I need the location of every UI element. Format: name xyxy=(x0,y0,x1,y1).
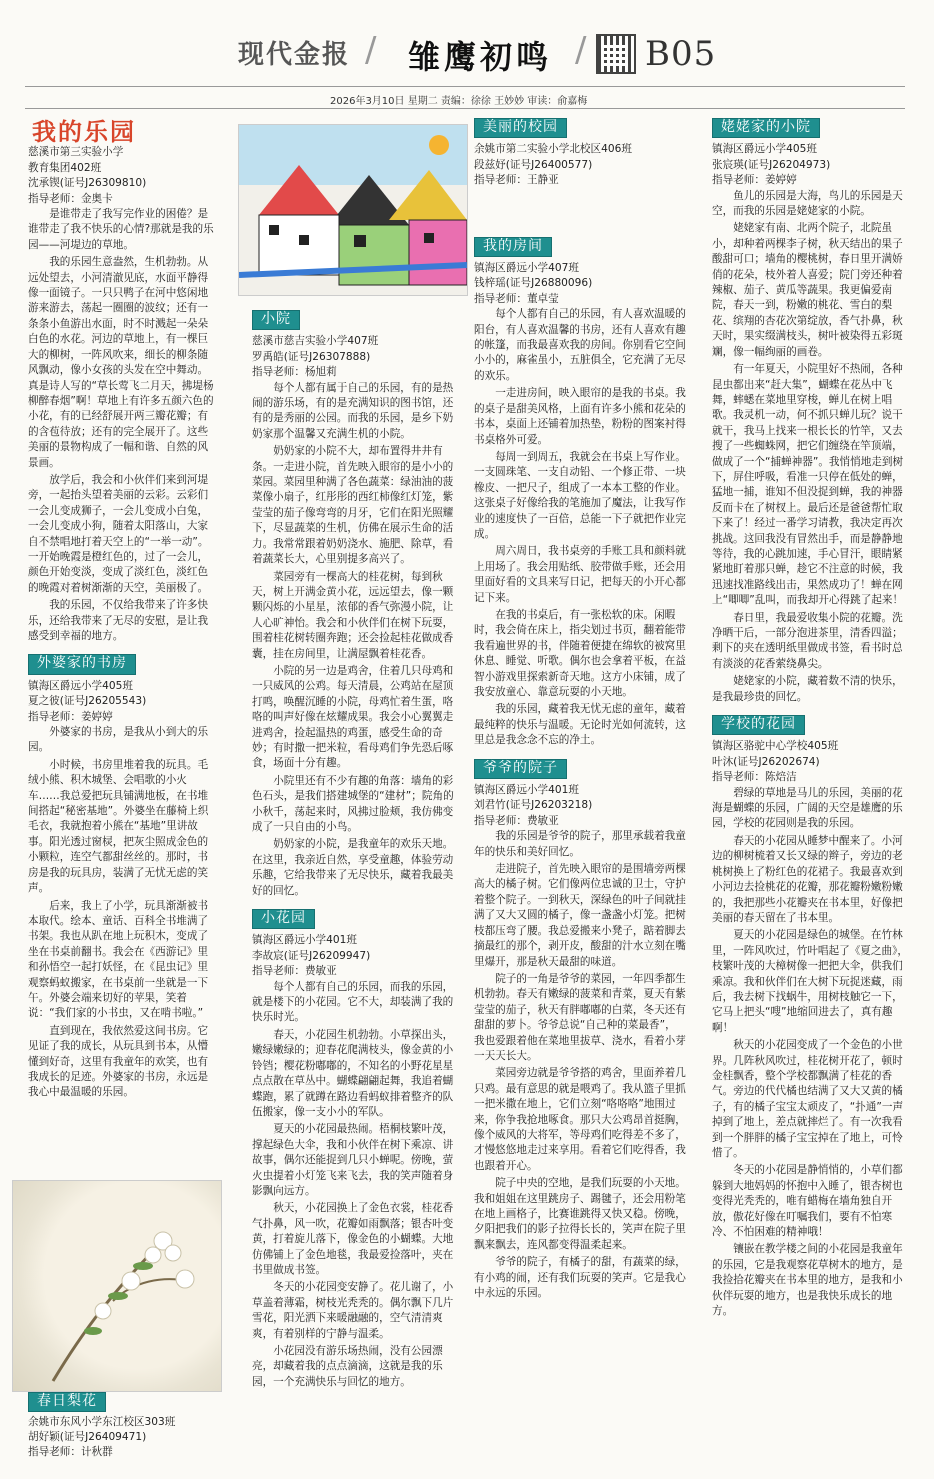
column-1 xyxy=(28,118,218,1103)
article-paragraph: 周六周日，我书桌旁的手账工具和颜料就上用场了。我会用贴纸、胶带做手账，还会用里面好看的文具来写日记，把每天的小开心都记下来。 xyxy=(474,545,686,604)
byline-teacher: 指导老师：金奥卡 xyxy=(28,192,113,205)
spacer xyxy=(474,189,686,229)
byline-author: 李故宸(证号J26209947) xyxy=(252,949,371,962)
article-paragraph: 小院里还有不少有趣的角落：墙角的彩色石头，是我们搭建城堡的“建材”；院角的小秋千，荡起来时，风拂过脸颊，我仿佛变成了一只自由的小鸟。 xyxy=(252,774,454,833)
divider-slash: / xyxy=(365,30,377,70)
article-paragraph: 是谁带走了我写完作业的困倦？是谁带走了我不快乐的心情?那就是我的乐园——河堤边的草地。 xyxy=(28,208,214,251)
header-rule xyxy=(25,86,905,87)
article-paragraph: 我的乐园，不仅给我带来了许多快乐，还给我带来了无尽的安慰，是让我感受到幸福的地方。 xyxy=(28,599,209,642)
byline-author: 夏之彼(证号J26205543) xyxy=(28,695,147,708)
section-title: 雏鹰初鸣 xyxy=(408,38,553,76)
byline-author: 钱梓瑶(证号J26880096) xyxy=(474,277,593,290)
byline-teacher: 指导老师：董卓莹 xyxy=(474,292,559,305)
byline-school: 镇海区爵远小学401班 xyxy=(252,934,357,947)
article-title: 我的房间 xyxy=(474,237,552,257)
byline-teacher: 指导老师：王静亚 xyxy=(474,174,559,187)
article-paragraph: 奶奶家的小院不大，却布置得井井有条。一走进小院，首先映入眼帘的是小小的菜园。菜园里种满了各色蔬菜：绿油油的菠菜像小扇子，红彤彤的西红柿像红灯笼，紫莹莹的茄子像弯弯的月牙，它们在阳光照耀下，尽显蔬菜的生机，仿佛在展示生命的活力。我常常跟着奶奶浇水、施肥、除草，看着蔬菜长大，心里别提多高兴了。 xyxy=(252,445,454,566)
article-title: 美丽的校园 xyxy=(474,118,567,138)
article-paragraph: 夏天的小花园最热闹。梧桐枝繁叶茂，撑起绿色大伞，我和小伙伴在树下乘凉、讲故事，偶尔还能捉到几只小蝉呢。傍晚，萤火虫提着小灯笼飞来飞去，我的笑声随着身影飘向远方。 xyxy=(252,1123,454,1197)
article-paragraph: 姥姥家有南、北两个院子，北院虽小，却种着两棵李子树，秋天结出的果子酸甜可口；墙角的樱桃树，春日里开满娇俏的花朵，枝外着人喜爱；院门旁还种着辣椒、茄子、黄瓜等蔬果。我更偏爱南院，春天一到，粉嫩的桃花、雪白的梨花、缤翔的杏花次第绽放，香气扑鼻，秋天时，果实缀满枝头，树叶被染得五彩斑斓，像一幅绚丽的画卷。 xyxy=(712,222,903,358)
article-title: 小院 xyxy=(252,310,300,330)
byline-author: 段兹妤(证号J26400577) xyxy=(474,158,593,171)
article-paragraph: 我的乐园生意盎然，生机勃勃。从远处望去，小河清澈见底，水面平静得像一面镜子。一只只鸭子在河中悠闲地游来游去，荡起一圈圈的波纹；还有一条条小鱼游出水面，时不时溅起一朵朵白色的水花。河边的草地上，有一棵巨大的柳树，一阵风吹来，细长的柳条随风飘动，像小女孩的头发在空中舞动。真是诗人写的“草长莺飞二月天，拂堤杨柳醉春烟”啊！草地上有许多五颜六色的小花，有的已经舒展开两三瓣花瓣；有的含苞待放；还有的完全展开了。这些美丽的景物构成了一幅和谐、自然的风景画。 xyxy=(28,256,214,469)
article-paragraph: 冬天的小花园是静悄悄的，小草们都躲到大地妈妈的怀抱中入睡了，银杏树也变得光秃秃的，唯有蜡梅在墙角独自开放，傲花好像在叮嘱我们，要有不怕寒冷、不怕困难的精神哦！ xyxy=(712,1164,903,1239)
article-paragraph: 鱼儿的乐园是大海，鸟儿的乐园是天空，而我的乐园是姥姥家的小院。 xyxy=(712,189,903,218)
byline-school: 慈溪市慈吉实验小学407班 xyxy=(252,335,379,348)
article-title: 小花园 xyxy=(252,909,315,929)
artwork-teacher: 指导老师：计秋群 xyxy=(28,1446,113,1458)
byline-teacher: 指导老师：费敏亚 xyxy=(252,965,337,978)
article-paragraph: 春天的小花园从睡梦中醒来了。小河边的柳树梳着又长又绿的辫子，旁边的老桃树换上了粉红色的花裙子。我最喜欢到小河边去捡桃花的花瓣，那花瓣粉嫩粉嫩的，我把那些小花瓣夹在书本里，好像把美丽的春天留在了书本里。 xyxy=(712,834,903,924)
article-paragraph: 夏天的小花园是绿色的城堡。在竹林里，一阵风吹过，竹叶唱起了《夏之曲》，枝繁叶茂的大樟树像一把把大伞，供我们乘凉。我和伙伴们在大树下玩捉迷藏，雨后，我去树下找蜗牛，用树枝触它一下，它马上把头“嗖”地缩回进去了，真有趣啊！ xyxy=(712,929,908,1034)
artwork-colorful-town xyxy=(238,124,468,296)
byline-author: 叶沐(证号J26202674) xyxy=(712,755,820,768)
article-paragraph: 在我的书桌后，有一张松软的床。闲暇时，我会倚在床上，指尖划过书页，翻着能带我看遍世界的书，伴随着便捷在绵软的被窝里休息、睡觉、听歌。偶尔也会拿着平板，在益智小游戏里探索新奇天地。这方小床铺，成了我安放童心、靠意玩耍的小天地。 xyxy=(474,608,686,698)
byline-school: 镇海区爵远小学401班 xyxy=(474,784,579,797)
article-paragraph: 小花园没有游乐场热闹，没有公园漂亮，却藏着我的点点滴滴，这就是我的乐园，一个充满快乐与回忆的地方。 xyxy=(252,1345,443,1388)
artwork-title: 春日梨花 xyxy=(28,1392,106,1412)
byline-author: 罗禹皓(证号J26307888) xyxy=(252,350,371,363)
article-paragraph: 菜园旁有一棵高大的桂花树，每到秋天，树上开满金黄小花，远远望去，像一颗颗闪烁的小星星，浓郁的香气弥漫小院，让人心旷神怡。我会和小伙伴们在树下玩耍，围着桂花树转圈奔跑；还会捡起桂花做成香囊，挂在房间里，让满屋飘着桂花香。 xyxy=(252,570,454,660)
article-paragraph: 一走进房间，映入眼帘的是我的书桌。我的桌子是甜美风格，上面有许多小熊和花朵的书本，桌面上还铺着加热垫，粉粉的图案衬得书桌格外可爱。 xyxy=(474,387,686,446)
byline-teacher: 指导老师：费敏亚 xyxy=(474,814,559,827)
issue-meta: 2026年3月10日 星期二 责编：徐徐 王妙妙 审读：俞嘉梅 xyxy=(330,96,588,107)
article-paragraph: 菜园旁边就是爷爷搭的鸡舍，里面养着几只鸡。最有意思的就是喂鸡了。我从篮子里抓一把米撒在地上，它们立刻“咯咯咯”地围过来，你争我抢地啄食。那只大公鸡昂首挺胸，像个威风的大将军，等母鸡们吃得差不多了，才慢悠悠地走过来享用。看着它们吃得香，我也跟着开心。 xyxy=(474,1067,686,1172)
qr-code-icon[interactable] xyxy=(596,34,636,74)
article-paragraph: 我的乐园，藏着我无忧无虑的童年，藏着最纯粹的快乐与温暖。无论时光如何流转，这里总是我念念不忘的净土。 xyxy=(474,703,686,747)
article-paragraph: 镶嵌在教学楼之间的小花园是我童年的乐园，它是我观察花草树木的地方，是我捡拾花瓣夹在书本里的地方，是我和小伙伴玩耍的地方，也是我快乐成长的地方。 xyxy=(712,1243,903,1318)
article-paragraph: 每个人都有属于自己的乐园，有的是热闹的游乐场，有的是充满知识的图书馆，还有的是秀丽的公园。而我的乐园，是乡下奶奶家那个温馨又充满生机的小院。 xyxy=(252,381,454,440)
byline-school: 镇海区爵远小学407班 xyxy=(474,262,579,275)
article-paragraph: 秋天的小花园变成了一个金色的小世界。几阵秋风吹过，桂花树开花了，顿时金桂飘香，整个学校都飘满了桂花的香气。旁边的代代橘也结满了又大又黄的橘子，有的橘子宝宝太顽皮了，“扑通”一声掉到了地上，差点就摔烂了。有一次我看到一个胖胖的橘子宝宝掉在了地上，可怜惜了。 xyxy=(712,1039,904,1159)
article-paragraph: 后来，我上了小学，玩具渐渐被书本取代。绘本、童话、百科全书堆满了书架。我也从趴在地上玩积木，变成了坐在书桌前翻书。我会在《西游记》里和孙悟空一起打妖怪，在《昆虫记》里观察蚂蚁搬家，在书桌前一坐就是一下午。外婆会端来切好的苹果，笑着说：“我们家的小书虫，又在啃书啦。” xyxy=(28,899,209,1020)
article-title: 学校的花园 xyxy=(712,715,805,735)
divider-slash: / xyxy=(575,30,587,70)
artwork-pear-blossom xyxy=(12,1180,222,1392)
article-paragraph: 秋天，小花园换上了金色衣裳，桂花香气扑鼻，风一吹，花瓣如雨飘落；银杏叶变黄，打着旋儿落下，像金色的小蝴蝶。大地仿佛铺上了金色地毯，我最爱捡落叶，夹在书里做成书签。 xyxy=(252,1202,454,1276)
artwork-credit xyxy=(28,1392,228,1460)
article-paragraph: 每周一到周五，我就会在书桌上写作业。一支圆珠笔、一支自动铅、一个修正带、一块橡皮、一把尺子，组成了一本本工整的作业。这张桌子好像给我的笔施加了魔法，让我写作业的速度快了一百倍，总能一下子就把作业完成。 xyxy=(474,450,686,540)
byline-author: 沈承锲(证号J26309810) xyxy=(28,177,147,190)
article-paragraph: 春日里，我最爱收集小院的花瓣。洗净晒干后，一部分泡进茶里，清香四溢；剩下的夹在透明纸里做成书签，看书时总有淡淡的花香萦绕鼻尖。 xyxy=(712,611,903,670)
article-paragraph: 姥姥家的小院，藏着数不清的快乐，是我最珍贵的回忆。 xyxy=(712,675,903,703)
article-title: 爷爷的院子 xyxy=(474,759,567,779)
byline-school: 余姚市第二实验小学北校区406班 xyxy=(474,143,632,156)
article-paragraph: 碧绿的草地是马儿的乐园，美丽的花海是蝴蝶的乐园，广阔的天空是雄鹰的乐园，学校的花园则是我的乐园。 xyxy=(712,786,903,830)
byline-author: 刘君竹(证号J26203218) xyxy=(474,799,593,812)
article-paragraph: 放学后，我会和小伙伴们来到河堤旁，一起抬头望着美丽的云彩。云彩们一会儿变成狮子，一会儿变成小白兔，一会儿变成小狗，随着太阳落山，大家自不禁唱地打着天空上的“一举一动”。一开始晚霞是橙红色的，过了一会儿，颜色开始变淡，变成了淡红色，淡红色的晚霞对着树渐渐的天空，美丽极了。 xyxy=(28,473,209,594)
byline-school: 慈溪市第三实验小学 xyxy=(28,146,124,159)
article-paragraph: 每个人都有自己的乐园，而我的乐园，就是楼下的小花园。它不大，却装满了我的快乐时光。 xyxy=(252,980,454,1024)
article-paragraph: 院子中央的空地，是我们玩耍的小天地。我和姐姐在这里跳房子、踢毽子，还会用粉笔在地上画格子，比赛谁跳得又快又稳。傍晚，夕阳把我们的影子拉得长长的，笑声在院子里飘来飘去，连风都变得温柔起来。 xyxy=(474,1177,686,1251)
article-paragraph: 我的乐园是爷爷的院子，那里承载着我童年的快乐和美好回忆。 xyxy=(474,830,686,858)
article-paragraph: 有一年夏天，小院里好不热闹，各种昆虫都出来“赶大集”，蝴蝶在花丛中飞舞，蟀蟋在菜地里穿梭，蝉儿在树上唱歌。我灵机一动，何不抓只蝉儿玩？说干就干，我马上找来一根长长的竹竿，又去搜了一些蜘蛛网，把它们缠绕在竿顶端，做成了一个“捕蝉神器”。我悄悄地走到树下，屏住呼吸，看准一只停在低处的蝉，猛地一捕，谁知不但没捉到蝉，我的神器反而卡在了树杈上。最后还是爸爸帮忙取下来了！经过一番学习请教，我决定再次挑战。这回我没有冒然出手，而是静静地等待，我的心跳加速，手心冒汗，眼睛紧紧地盯着那只蝉，趁它不注意的时候，我迅速找准路线出击，果然成功了！蝉在网上“唧唧”乱叫，而我却开心得跳了起来！ xyxy=(712,363,904,607)
artwork-school: 余姚市东风小学东江校区303班 xyxy=(28,1416,176,1428)
byline-teacher: 指导老师：姜婷婷 xyxy=(712,174,797,187)
article-paragraph: 春天，小花园生机勃勃。小草探出头，嫩绿嫩绿的；迎春花爬满枝头，像金黄的小铃铛；樱花粉嘟嘟的，不知名的小野花星星点点散在草丛中。蝴蝶翩翩起舞，我追着蝴蝶跑，累了就蹲在路边看蚂蚁排着整齐的队伍搬家，像一支小小的军队。 xyxy=(252,1028,454,1118)
byline-school: 镇海区爵远小学405班 xyxy=(28,679,133,692)
byline-school: 镇海区骆驼中心学校405班 xyxy=(712,740,839,753)
newspaper-brand: 现代金报 xyxy=(238,40,351,70)
article-paragraph: 院子的一角是爷爷的菜园，一年四季都生机勃勃。春天有嫩绿的菠菜和青菜，夏天有紫莹莹的茄子，秋天有胖嘟嘟的白菜，冬天还有甜甜的萝卜。爷爷总说“自己种的菜最香”，我也爱跟着他在菜地里拔草、浇水，看着小芽一天天长大。 xyxy=(474,972,686,1062)
article-paragraph: 走进院子，首先映入眼帘的是围墙旁两棵高大的橘子树。它们像两位忠诚的卫士，守护着整个院子。一到秋天，深绿色的叶子间就挂满了又大又圆的橘子，像一盏盏小灯笼。把树枝都压弯了腰。我总爱搬来小凳子，踮着脚去摘最红的那个，剥开皮，酸甜的汁水立刻在嘴里爆开，那是秋天最甜的味道。 xyxy=(474,863,686,968)
column-4 xyxy=(712,118,910,1321)
article-paragraph: 奶奶家的小院，是我童年的欢乐天地。在这里，我亲近自然，享受童趣，体验劳动乐趣，它给我带来了无尽快乐，藏着我最美好的回忆。 xyxy=(252,838,454,897)
byline-group: 教育集团402班 xyxy=(28,161,102,174)
article-paragraph: 冬天的小花园变安静了。花儿谢了，小草盖着薄霜，树枝光秃秃的。偶尔飘下几片雪花，阳光洒下来暖融融的，空气清清爽爽，有着别样的宁静与温柔。 xyxy=(252,1281,454,1340)
column-3 xyxy=(474,118,686,1303)
page-number: B05 xyxy=(645,34,717,74)
page-header xyxy=(0,0,934,107)
byline-teacher: 指导老师：姜婷婷 xyxy=(28,710,113,723)
byline-teacher: 指导老师：陈焙洁 xyxy=(712,771,797,784)
byline-teacher: 指导老师：杨旭莉 xyxy=(252,366,337,379)
article-paragraph: 直到现在，我依然爱这间书房。它见证了我的成长，从玩具到书本，从懵懂到好奇，这里有我童年的欢笑，也有我成长的足迹。外婆家的书房，永远是我心中最温暖的乐园。 xyxy=(28,1024,209,1099)
column-2 xyxy=(252,302,462,1392)
feature-title: 我的乐园 xyxy=(32,117,136,146)
article-paragraph: 爷爷的院子，有橘子的甜，有蔬菜的绿，有小鸡的闹，还有我们玩耍的笑声。它是我心中永远的乐园。 xyxy=(474,1256,686,1300)
byline-author: 张宸瑛(证号J26204973) xyxy=(712,158,831,171)
town-drawing xyxy=(239,125,467,295)
artwork-author: 胡好颖(证号J26409471) xyxy=(28,1431,147,1443)
article-paragraph: 每个人都有自己的乐园，有人喜欢温暖的阳台，有人喜欢温馨的书房，还有人喜欢有趣的帐篷，而我最喜欢我的房间。你别看它空间小小的，麻雀虽小，五脏俱全，它充满了无尽的欢乐。 xyxy=(474,308,686,382)
article-paragraph: 外婆家的书房，是我从小到大的乐园。 xyxy=(28,726,209,754)
pear-blossom-painting xyxy=(13,1181,221,1391)
article-title: 姥姥家的小院 xyxy=(712,118,820,138)
meta-rule xyxy=(25,108,905,109)
byline-school: 镇海区爵远小学405班 xyxy=(712,143,817,156)
article-paragraph: 小时候，书房里堆着我的玩具。毛绒小熊、积木城堡、会唱歌的小火车……我总爱把玩具铺满地板，在书堆间搭起“秘密基地”。外婆坐在藤椅上织毛衣，我就抱着小熊在“基地”里讲故事。阳光透过窗棂，把灰尘照成金色的小颗粒，连空气都甜丝丝的。那时，书房是我的玩具房，装满了无忧无虑的笑声。 xyxy=(28,758,209,895)
article-paragraph: 小院的另一边是鸡舍，住着几只母鸡和一只威风的公鸡。每天清晨，公鸡站在屋顶打鸣，唤醒沉睡的小院，母鸡忙着生蛋，咯咯的叫声好像在炫耀成果。我会小心翼翼走进鸡舍，捡起温热的鸡蛋，感受生命的奇妙；有时撒一把米粒，看母鸡们争先恐后啄食，场面十分有趣。 xyxy=(252,664,454,770)
article-title: 外婆家的书房 xyxy=(28,654,136,674)
